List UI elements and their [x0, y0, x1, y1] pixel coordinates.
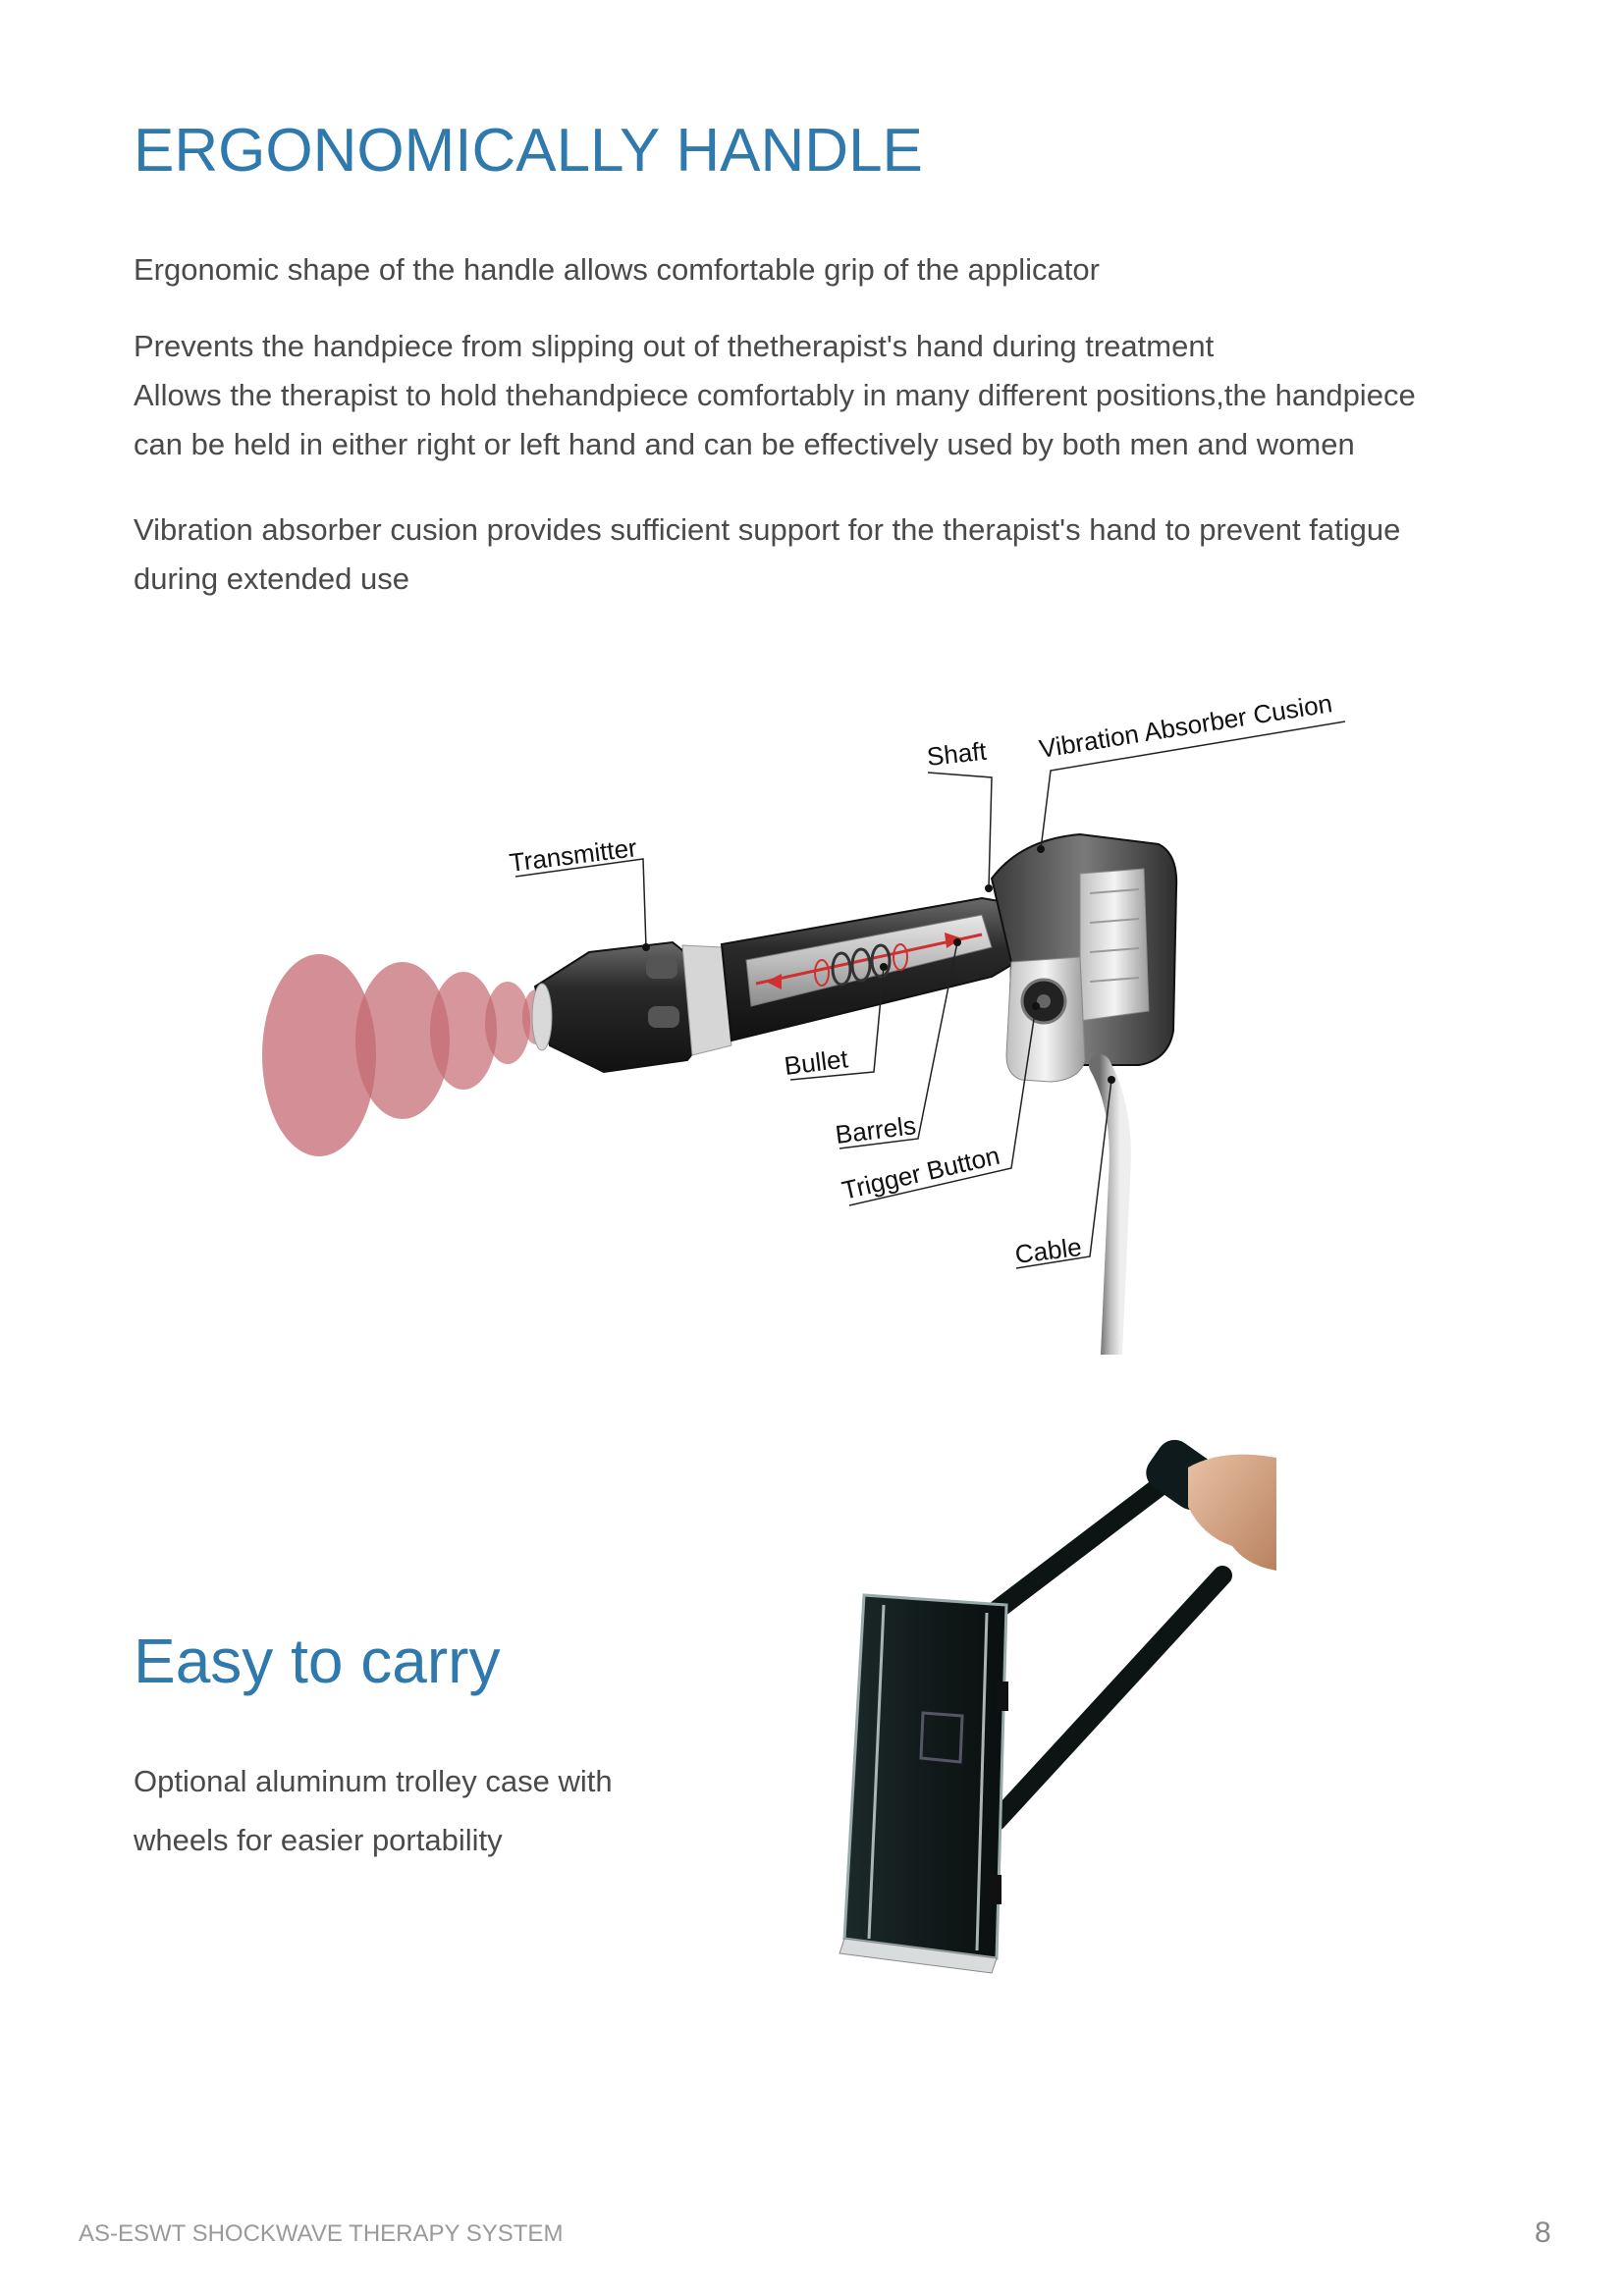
paragraph-grip	[134, 322, 1528, 469]
label-trigger-button: Trigger Button	[839, 1140, 1002, 1205]
handle-grip	[992, 834, 1176, 1082]
page-number: 8	[1535, 2216, 1551, 2249]
paragraph-trolley	[134, 1752, 613, 1870]
label-bullet: Bullet	[783, 1043, 850, 1081]
barrel-tube	[722, 898, 1016, 1041]
paragraph-vibration	[134, 506, 1528, 604]
paragraph-grip-line-1: Prevents the handpiece from slipping out of thetherapist's hand during treatment	[134, 329, 1215, 363]
handpiece-diagram	[236, 667, 1394, 1355]
paragraph-trolley-line-1: Optional aluminum trolley case with	[134, 1764, 613, 1798]
trolley-case-image	[785, 1428, 1276, 1978]
section-title-ergonomic: ERGONOMICALLY HANDLE	[134, 117, 923, 185]
paragraph-ergonomic-shape: Ergonomic shape of the handle allows comfortable grip of the applicator	[134, 252, 1100, 287]
label-shaft: Shaft	[925, 735, 989, 772]
section-title-easy-carry: Easy to carry	[134, 1626, 501, 1696]
label-cable: Cable	[1013, 1231, 1084, 1269]
label-vibration-absorber: Vibration Absorber Cusion	[1037, 688, 1334, 764]
paragraph-grip-line-2: Allows the therapist to hold thehandpiece comfortably in many different positions,the handpiece	[134, 378, 1416, 412]
paragraph-trolley-line-2: wheels for easier portability	[134, 1823, 503, 1857]
footer-product-name: AS-ESWT SHOCKWAVE THERAPY SYSTEM	[79, 2220, 564, 2247]
transmitter-head	[532, 942, 731, 1072]
hand	[1188, 1455, 1276, 1571]
paragraph-vibration-line-1: Vibration absorber cusion provides sufficient support for the therapist's hand to prevent fatigue	[134, 512, 1401, 547]
label-transmitter: Transmitter	[508, 832, 639, 878]
shockwave-rings	[262, 954, 550, 1156]
label-barrels: Barrels	[834, 1110, 918, 1149]
paragraph-vibration-line-2: during extended use	[134, 561, 409, 596]
cable	[1100, 1065, 1120, 1355]
paragraph-grip-line-3: can be held in either right or left hand and can be effectively used by both men and women	[134, 427, 1355, 461]
